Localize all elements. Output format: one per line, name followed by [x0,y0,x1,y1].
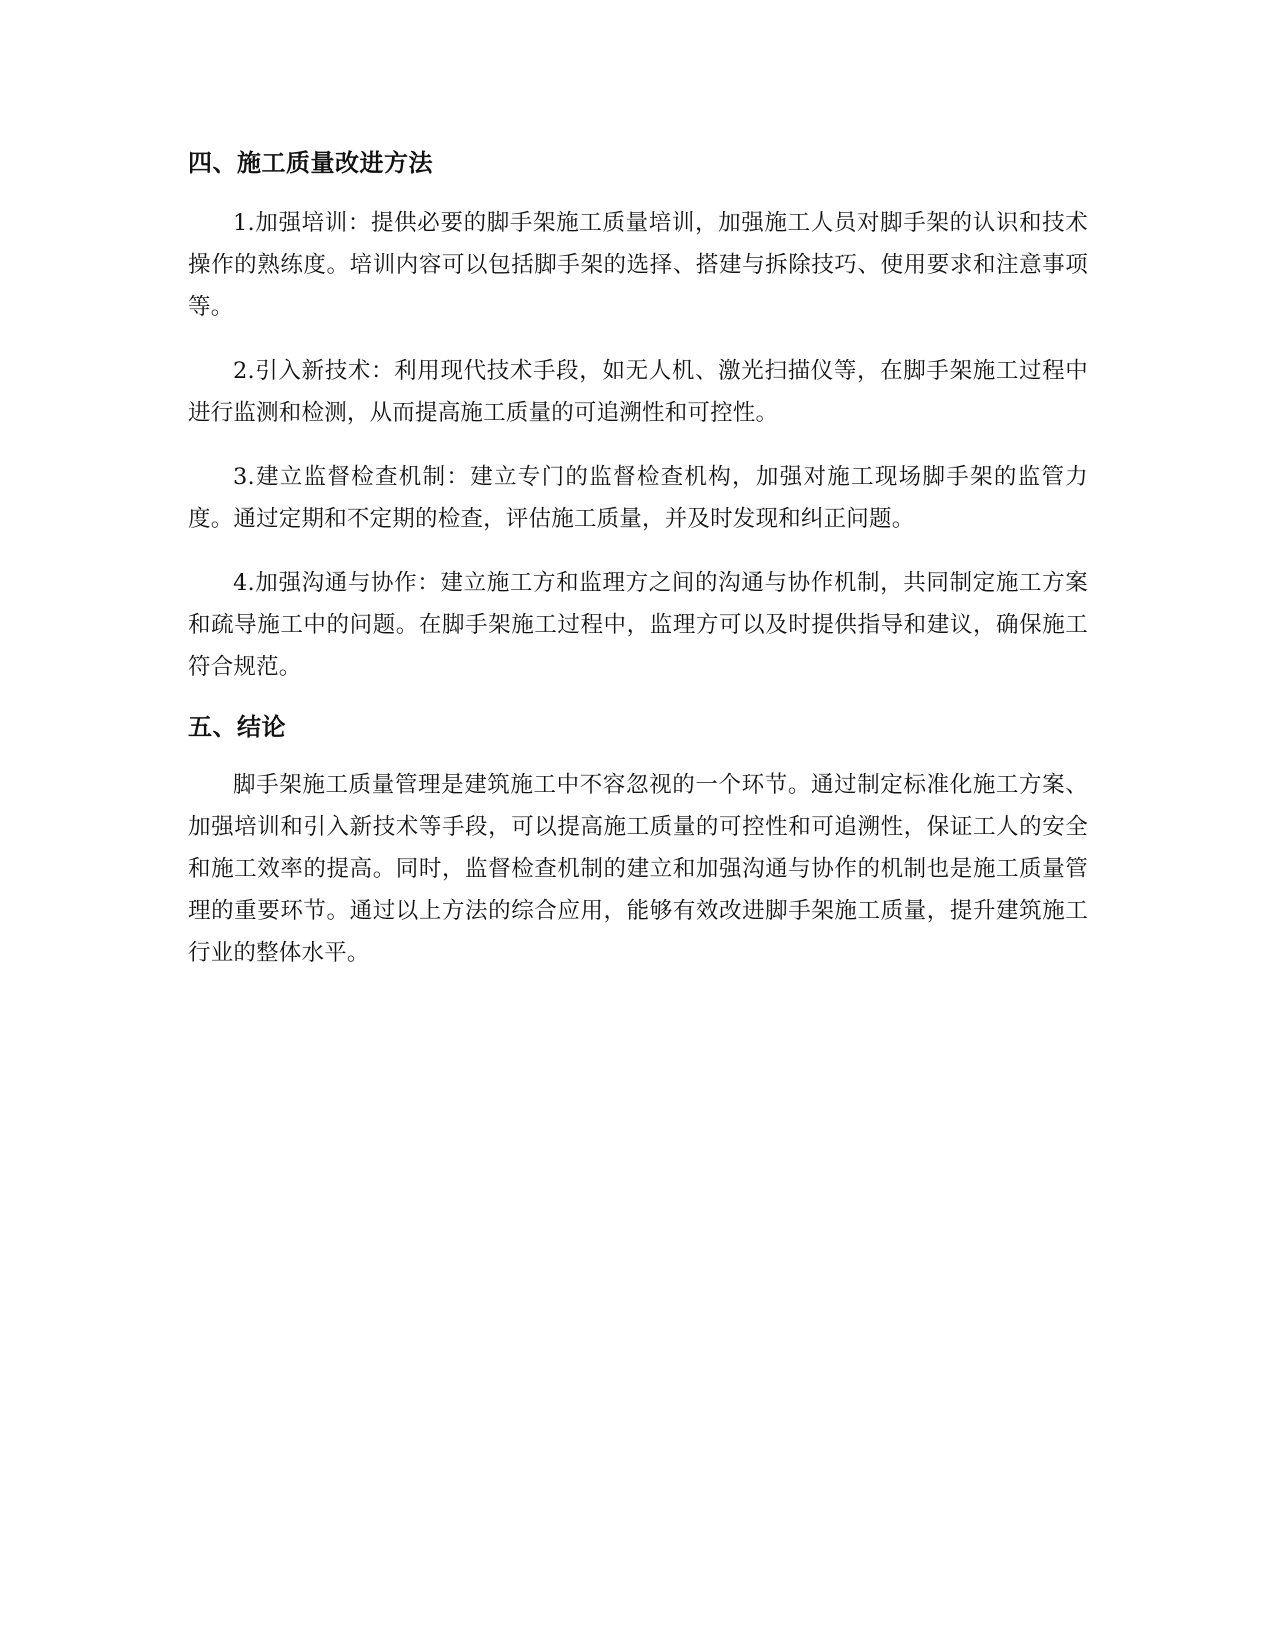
paragraph-supervision-mechanism: 3.建立监督检查机制：建立专门的监督检查机构，加强对施工现场脚手架的监管力度。通过定期和不定期的检查，评估施工质量，并及时发现和纠正问题。 [188,464,1088,532]
section-heading-improvement-methods: 四、施工质量改进方法 [188,149,433,177]
paragraph-communication: 4.加强沟通与协作：建立施工方和监理方之间的沟通与协作机制，共同制定施工方案和疏导施工中的问题。在脚手架施工过程中，监理方可以及时提供指导和建议，确保施工符合规范。 [188,570,1088,680]
paragraph-training: 1.加强培训：提供必要的脚手架施工质量培训，加强施工人员对脚手架的认识和技术操作的熟练度。培训内容可以包括脚手架的选择、搭建与拆除技巧、使用要求和注意事项等。 [188,210,1088,320]
paragraph-new-technology: 2.引入新技术：利用现代技术手段，如无人机、激光扫描仪等，在脚手架施工过程中进行监测和检测，从而提高施工质量的可追溯性和可控性。 [188,358,1088,426]
paragraph-conclusion: 脚手架施工质量管理是建筑施工中不容忽视的一个环节。通过制定标准化施工方案、加强培训和引入新技术等手段，可以提高施工质量的可控性和可追溯性，保证工人的安全和施工效率的提高。同时，监督检查机制的建立和加强沟通与协作的机制也是施工质量管理的重要环节。通过以上方法的综合应用，能够有效改进脚手架施工质量，提升建筑施工行业的整体水平。 [188,772,1088,966]
document-body [188,146,1088,974]
section-heading-conclusion: 五、结论 [188,713,286,741]
